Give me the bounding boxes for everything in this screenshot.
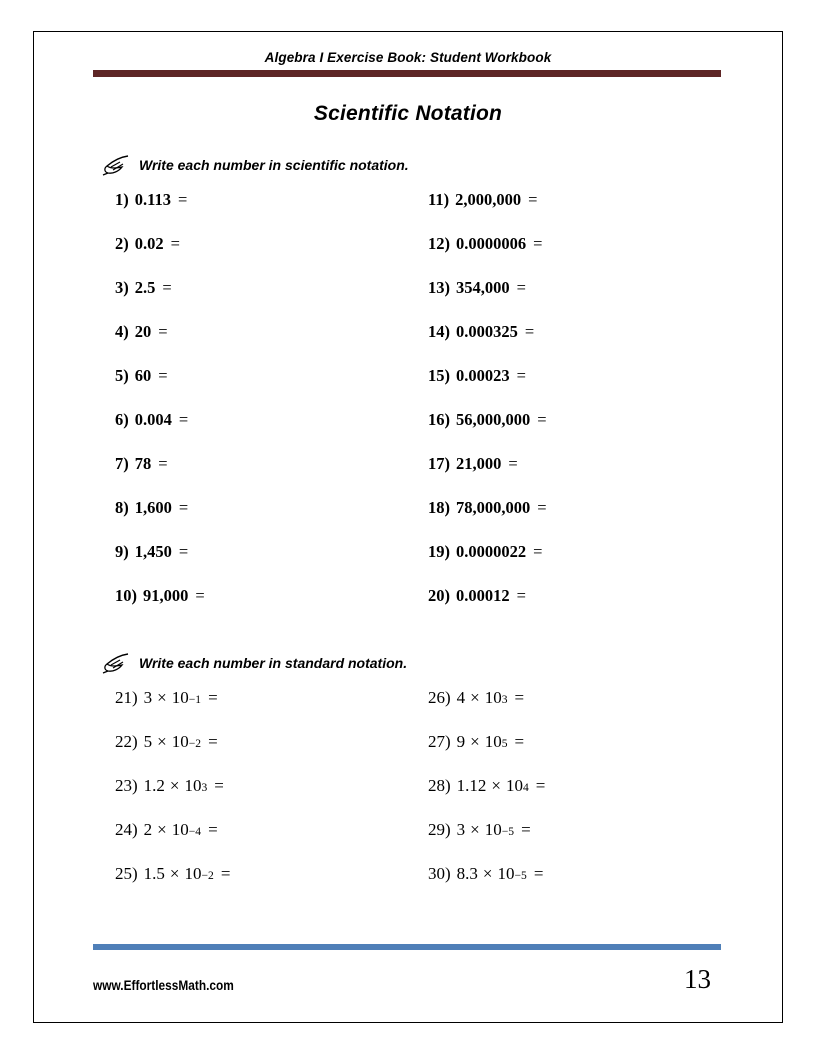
item-equals: = (170, 234, 180, 253)
item-value: 0.02 (134, 234, 164, 253)
section-1-right-column (408, 190, 723, 630)
item-value: 21,000 (456, 454, 502, 473)
problem-item (115, 322, 408, 366)
section-1-columns (93, 190, 723, 630)
item-value: 60 (134, 366, 152, 385)
item-number: 12) (428, 234, 450, 253)
multiplication-sign: × (470, 688, 480, 707)
item-equals: = (514, 688, 525, 707)
item-equals: = (214, 776, 224, 795)
problem-item (428, 366, 723, 410)
item-number: 25) (115, 864, 138, 883)
page-title: Scientific Notation (313, 102, 503, 125)
item-mantissa: 3 (456, 820, 466, 839)
item-value: 0.000325 (456, 322, 518, 341)
quill-pen-icon (101, 652, 131, 674)
problem-item: 23) 1.2 × 10 3 = (115, 776, 224, 795)
problem-item: 24) 2 × 10 −4 = (115, 820, 218, 839)
item-value: 20 (134, 322, 152, 341)
problem-item: 30) 8.3 × 10 −5 = (428, 864, 544, 883)
item-number: 28) (428, 776, 451, 795)
item-equals: = (516, 366, 526, 385)
item-equals: = (533, 542, 543, 561)
item-number: 15) (428, 366, 450, 385)
item-base: 10 (171, 688, 189, 707)
item-equals: = (537, 410, 547, 429)
problem-item: 27) 9 × 10 5 = (428, 732, 525, 751)
item-number: 17) (428, 454, 450, 473)
item-number: 21) (115, 688, 138, 707)
problem-item (428, 454, 723, 498)
problem-item (115, 498, 408, 542)
item-equals: = (178, 542, 189, 561)
problem-item (428, 190, 723, 234)
item-equals: = (177, 190, 188, 209)
section-2-instruction-text: Write each number in standard notation. (139, 655, 408, 671)
item-number: 26) (428, 688, 451, 707)
item-value: 2.5 (134, 278, 156, 297)
item-number: 7) (115, 454, 129, 473)
item-number: 6) (115, 410, 129, 429)
item-mantissa: 3 (143, 688, 153, 707)
problem-item (115, 234, 408, 278)
section-2-right-column (408, 688, 723, 908)
multiplication-sign: × (169, 776, 180, 795)
item-value: 1,600 (134, 498, 172, 517)
item-equals: = (533, 234, 543, 253)
item-number: 30) (428, 864, 451, 883)
item-value: 0.00012 (456, 586, 510, 605)
item-equals: = (208, 732, 218, 751)
item-equals: = (158, 322, 168, 341)
item-equals: = (220, 864, 231, 883)
problem-item: 28) 1.12 × 10 4 = (428, 776, 546, 795)
item-equals: = (516, 278, 526, 297)
item-equals: = (208, 688, 218, 707)
item-value: 354,000 (456, 278, 510, 297)
item-number: 29) (428, 820, 451, 839)
item-base: 10 (484, 688, 502, 707)
item-base: 10 (484, 732, 502, 751)
problem-item (428, 234, 723, 278)
multiplication-sign: × (157, 820, 167, 839)
problem-item (115, 586, 408, 630)
item-number: 9) (115, 542, 129, 561)
item-equals: = (208, 820, 218, 839)
item-base: 10 (506, 776, 524, 795)
item-value: 2,000,000 (455, 190, 522, 209)
problem-item (428, 410, 723, 454)
item-mantissa: 9 (456, 732, 466, 751)
item-equals: = (535, 776, 546, 795)
item-number: 10) (115, 586, 137, 605)
item-equals: = (195, 586, 205, 605)
footer-rule (93, 944, 721, 950)
item-mantissa: 5 (143, 732, 153, 751)
item-value: 0.00023 (456, 366, 510, 385)
item-number: 16) (428, 410, 450, 429)
problem-item (115, 542, 408, 586)
item-base: 10 (171, 820, 189, 839)
section-2-instruction (101, 652, 723, 674)
section-1-left-column (93, 190, 408, 630)
page-content (93, 31, 723, 1023)
item-number: 23) (115, 776, 138, 795)
item-mantissa: 1.2 (143, 776, 165, 795)
problem-item (428, 542, 723, 586)
header-rule (93, 70, 721, 77)
item-equals: = (537, 498, 547, 517)
multiplication-sign: × (470, 732, 480, 751)
page-number: 13 (684, 964, 711, 994)
problem-item: 21) 3 × 10 −1 = (115, 688, 218, 707)
item-equals: = (521, 820, 531, 839)
item-equals: = (508, 454, 518, 473)
section-1-instruction-text: Write each number in scientific notation. (139, 157, 409, 173)
problem-item (428, 586, 723, 630)
item-base: 10 (184, 776, 202, 795)
multiplication-sign: × (482, 864, 493, 883)
website-link[interactable]: www.EffortlessMath.com (93, 978, 234, 993)
item-value: 0.004 (134, 410, 172, 429)
item-equals: = (516, 586, 526, 605)
problem-item: 26) 4 × 10 3 = (428, 688, 525, 707)
problem-item (115, 410, 408, 454)
problem-item (115, 190, 408, 234)
item-equals: = (178, 410, 189, 429)
item-mantissa: 4 (456, 688, 466, 707)
item-number: 18) (428, 498, 450, 517)
item-number: 3) (115, 278, 129, 297)
problem-item (115, 278, 408, 322)
item-number: 11) (428, 190, 450, 209)
item-value: 78 (134, 454, 152, 473)
item-mantissa: 2 (143, 820, 153, 839)
item-mantissa: 8.3 (456, 864, 478, 883)
item-mantissa: 1.12 (456, 776, 487, 795)
page-footer (93, 944, 723, 993)
item-equals: = (162, 278, 172, 297)
item-number: 1) (115, 190, 129, 209)
item-number: 22) (115, 732, 138, 751)
book-title: Algebra I Exercise Book: Student Workbook (264, 50, 552, 65)
section-1-instruction (101, 154, 723, 176)
multiplication-sign: × (169, 864, 180, 883)
problem-item (428, 278, 723, 322)
item-number: 5) (115, 366, 129, 385)
item-base: 10 (484, 820, 502, 839)
item-base: 10 (184, 864, 202, 883)
multiplication-sign: × (157, 688, 167, 707)
problem-item (115, 454, 408, 498)
item-base: 10 (497, 864, 515, 883)
item-equals: = (524, 322, 535, 341)
item-value: 0.0000022 (456, 542, 527, 561)
multiplication-sign: × (470, 820, 480, 839)
item-equals: = (158, 454, 168, 473)
multiplication-sign: × (491, 776, 502, 795)
section-2-columns (93, 688, 723, 908)
item-mantissa: 1.5 (143, 864, 165, 883)
item-number: 24) (115, 820, 138, 839)
problem-item: 25) 1.5 × 10 −2 = (115, 864, 231, 883)
item-value: 0.0000006 (456, 234, 527, 253)
item-value: 1,450 (134, 542, 172, 561)
item-equals: = (178, 498, 189, 517)
item-number: 27) (428, 732, 451, 751)
item-number: 2) (115, 234, 129, 253)
problem-item (428, 322, 723, 366)
item-value: 78,000,000 (456, 498, 531, 517)
item-number: 13) (428, 278, 450, 297)
section-2-left-column (93, 688, 408, 908)
problem-item: 22) 5 × 10 −2 = (115, 732, 218, 751)
item-equals: = (528, 190, 538, 209)
problem-item (428, 498, 723, 542)
problem-item: 29) 3 × 10 −5 = (428, 820, 531, 839)
item-number: 4) (115, 322, 129, 341)
problem-item (115, 366, 408, 410)
item-number: 14) (428, 322, 450, 341)
item-value: 91,000 (143, 586, 189, 605)
item-number: 20) (428, 586, 450, 605)
multiplication-sign: × (157, 732, 167, 751)
item-equals: = (514, 732, 525, 751)
item-number: 19) (428, 542, 450, 561)
quill-pen-icon (101, 154, 131, 176)
footer-row (93, 966, 723, 993)
item-equals: = (533, 864, 544, 883)
item-base: 10 (171, 732, 189, 751)
item-value: 56,000,000 (456, 410, 531, 429)
item-number: 8) (115, 498, 129, 517)
item-equals: = (158, 366, 168, 385)
item-value: 0.113 (134, 190, 171, 209)
